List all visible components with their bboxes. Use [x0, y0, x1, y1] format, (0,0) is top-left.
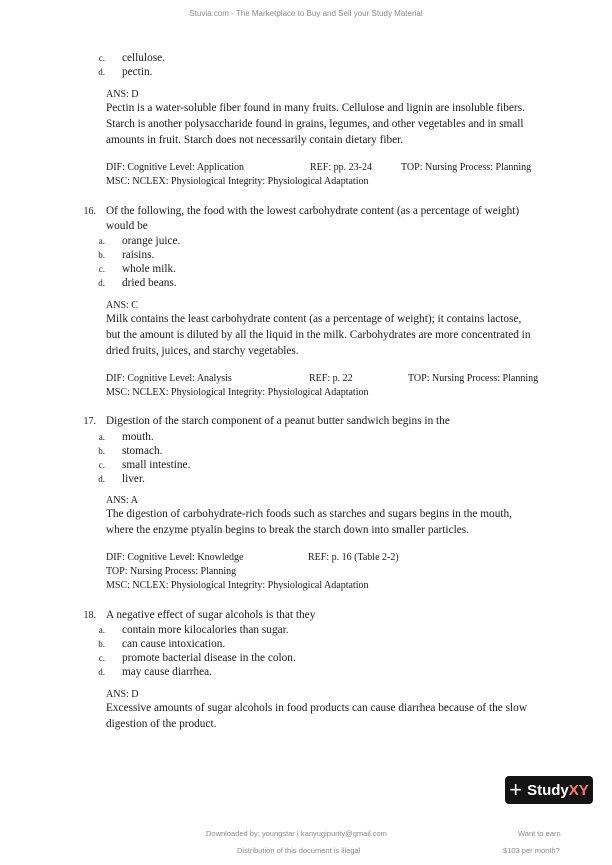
option-letter: a.	[98, 432, 105, 442]
option-text: contain more kilocalories than sugar.	[122, 624, 289, 636]
studyxy-badge[interactable]	[505, 776, 593, 804]
question-stem: would be	[106, 220, 148, 232]
option-letter: c.	[98, 653, 105, 663]
rationale-line: The digestion of carbohydrate-rich foods such as starches and sugars begins in the mouth,	[106, 508, 512, 520]
option-letter: a.	[98, 236, 105, 246]
reference-label: REF: pp. 23-24	[310, 162, 372, 173]
option-text: cellulose.	[122, 52, 165, 64]
option-text: stomach.	[122, 445, 163, 457]
option-letter: d.	[98, 474, 105, 484]
rationale-line: Starch is another polysaccharide found in grains, legumes, and other vegetables and in small	[106, 118, 524, 130]
rationale-line: Milk contains the least carbohydrate content (as a percentage of weight); it contains lactose,	[106, 313, 522, 325]
studyxy-logo	[527, 782, 589, 799]
msc-label: MSC: NCLEX: Physiological Integrity: Physiological Adaptation	[106, 580, 369, 591]
difficulty-label: DIF: Cognitive Level: Application	[106, 162, 245, 173]
rationale-line: amounts in fruit. Starch does not necessarily contain dietary fiber.	[106, 134, 404, 146]
option-letter: d.	[98, 667, 105, 677]
option-text: whole milk.	[122, 263, 176, 275]
footer-earn-prompt[interactable]: Want to earn	[518, 829, 561, 838]
rationale-line: Pectin is a water-soluble fiber found in many fruits. Cellulose and lignin are insoluble fibers.	[106, 102, 525, 114]
question-stem: Digestion of the starch component of a peanut butter sandwich begins in the	[106, 415, 450, 427]
question-number: 18.	[83, 610, 96, 621]
rationale-line: where the enzyme ptyalin begins to break the starch down into smaller particles.	[106, 524, 469, 536]
topic-label: TOP: Nursing Process: Planning	[401, 162, 532, 173]
reference-label: REF: p. 16 (Table 2-2)	[308, 552, 399, 563]
option-letter: b.	[98, 250, 105, 260]
option-text: orange juice.	[122, 235, 181, 247]
difficulty-label: DIF: Cognitive Level: Analysis	[106, 373, 232, 384]
rationale-line: dried fruits, juices, and starchy vegetables.	[106, 345, 299, 357]
footer-downloaded: Downloaded by: youngstar | kanyugipurity@gmail.com	[206, 829, 387, 838]
option-text: mouth.	[122, 431, 154, 443]
option-letter: b.	[98, 639, 105, 649]
brand-main: Study	[527, 781, 569, 799]
reference-label: REF: p. 22	[309, 373, 353, 384]
answer-key: ANS: D	[106, 89, 139, 100]
option-letter: c.	[98, 460, 105, 470]
rationale-line: Excessive amounts of sugar alcohols in food products can cause diarrhea because of the slow	[106, 702, 527, 714]
option-letter: c.	[98, 264, 105, 274]
plus-icon: +	[509, 777, 523, 802]
option-letter: b.	[98, 446, 105, 456]
option-text: liver.	[122, 473, 145, 485]
option-letter: c.	[98, 53, 105, 63]
option-text: raisins.	[122, 249, 155, 261]
footer-earn-amount[interactable]: $103 per month?	[503, 846, 560, 855]
answer-key: ANS: A	[106, 495, 138, 506]
difficulty-label: DIF: Cognitive Level: Knowledge	[106, 552, 244, 563]
option-text: dried beans.	[122, 277, 177, 289]
option-letter: d.	[98, 67, 105, 77]
question-stem: Of the following, the food with the lowest carbohydrate content (as a percentage of weight)	[106, 205, 520, 217]
option-text: pectin.	[122, 66, 153, 78]
rationale-line: but the amount is diluted by all the liquid in the milk. Carbohydrates are more concentrated in	[106, 329, 531, 341]
option-text: may cause diarrhea.	[122, 666, 213, 678]
rationale-line: digestion of the product.	[106, 718, 217, 730]
option-text: can cause intoxication.	[122, 638, 226, 650]
topic-label: TOP: Nursing Process: Planning	[408, 373, 539, 384]
question-number: 16.	[83, 206, 96, 217]
answer-key: ANS: D	[106, 689, 139, 700]
question-stem: A negative effect of sugar alcohols is that they	[106, 609, 316, 621]
option-text: small intestine.	[122, 459, 191, 471]
page-header: Stuvia.com - The Marketplace to Buy and Sell your Study Material	[189, 9, 423, 18]
brand-accent: XY	[568, 781, 589, 799]
answer-key: ANS: C	[106, 300, 138, 311]
msc-label: MSC: NCLEX: Physiological Integrity: Physiological Adaptation	[106, 387, 369, 398]
option-text: promote bacterial disease in the colon.	[122, 652, 296, 664]
question-number: 17.	[83, 416, 96, 427]
option-letter: a.	[98, 625, 105, 635]
topic-label: TOP: Nursing Process: Planning	[106, 566, 237, 577]
msc-label: MSC: NCLEX: Physiological Integrity: Physiological Adaptation	[106, 176, 369, 187]
option-letter: d.	[98, 278, 105, 288]
footer-distribution: Distribution of this document is illegal	[237, 846, 361, 855]
